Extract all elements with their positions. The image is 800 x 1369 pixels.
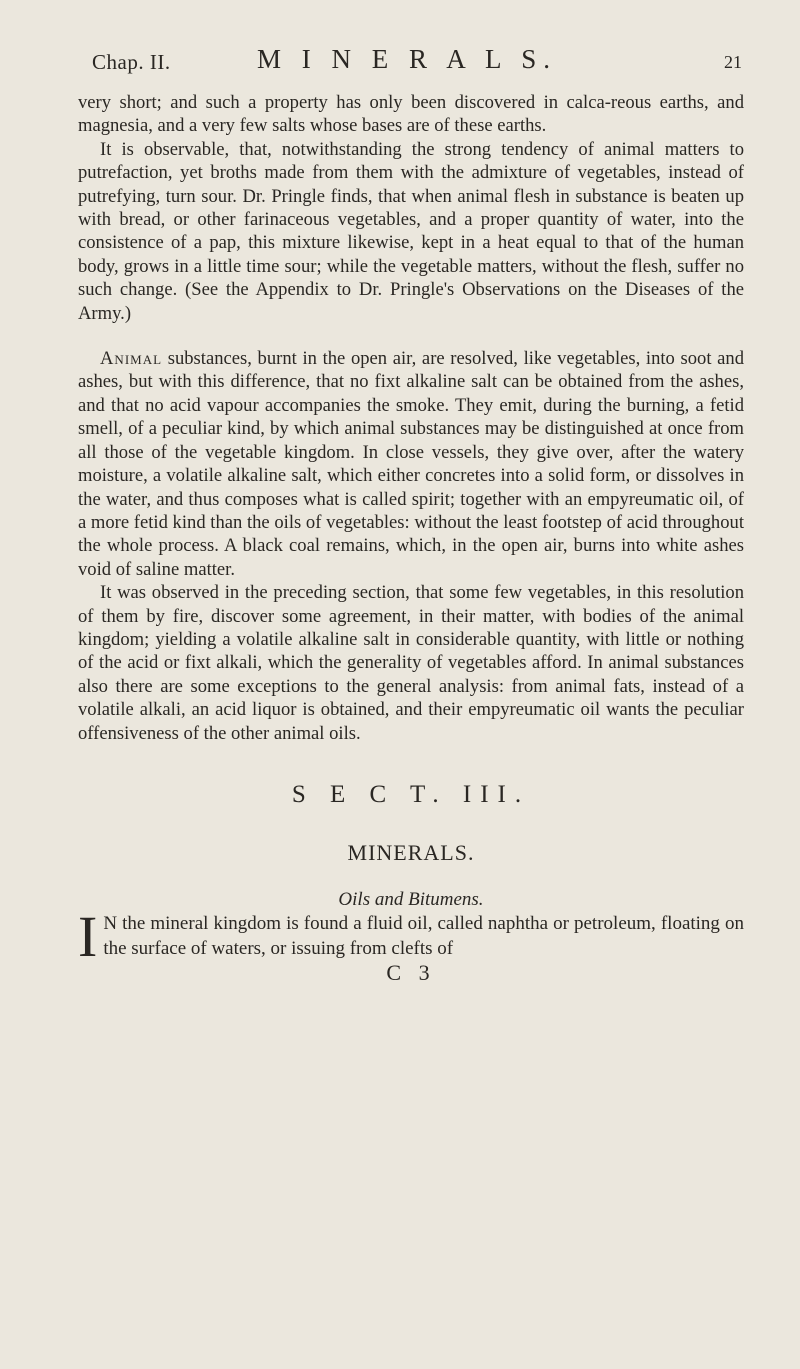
paragraph-exceptions: It was observed in the preceding section, that some few vegetables, in this resolution of them by fire, discover some agreement, in their matter, with bodies of the animal kingdom; yielding a volatile alkaline salt in considerable quantity, with little or nothing of the acid or fixt alkali, which the generality of vegetables afford. In animal substances also there are some exceptions to the general analysis: from animal fats, instead of a volatile alkali, an acid liquor is obtained, and their empyreumatic oil wants the peculiar offensiveness of the other animal oils. xyxy=(78,582,744,744)
running-title: M I N E R A L S. xyxy=(256,44,558,74)
paragraph-animal-substances xyxy=(78,347,744,581)
section-opening-text: N the mineral kingdom is found a fluid oil, called naphtha or petroleum, floating on the surface of waters, or issuing from clefts of xyxy=(103,913,744,960)
paragraph-lead-word: Animal xyxy=(100,348,163,370)
section-subtitle: Oils and Bitumens. xyxy=(338,888,484,910)
paragraph-broths: It is observable, that, notwithstanding the strong tendency of animal matters to putrefaction, yet broths made from them with the admixture of vegetables, instead of putrefying, turn sour. Dr. Pringle finds, that when animal flesh in substance is beaten up with bread, or other farinaceous vegetables, and a proper quantity of water, into the consistence of a pap, this mixture likewise, kept in a heat equal to that of the human body, grows in a little time sour; while the vegetable matters, without the flesh, suffer no such change. (See the Appendix to Dr. Pringle's Observations on the Diseases of the Army.) xyxy=(78,138,744,324)
running-header xyxy=(92,44,742,78)
section-label: S E C T. III. xyxy=(291,780,531,808)
page-body xyxy=(78,91,744,985)
section-title: MINERALS. xyxy=(347,840,475,866)
page-number: 21 xyxy=(724,52,742,72)
paragraph-animal-text: substances, burnt in the open air, are resolved, like vegetables, into soot and ashes, but with this difference, that no fixt alkaline salt can be obtained from the ashes, and that no acid vapour accompanies the smoke. They emit, during the burning, a fetid smell, of a peculiar kind, by which animal substances may be distinguished at once from all those of the vegetable kingdom. In close vessels, they give over, after the watery moisture, a volatile alkaline salt, which either concretes into a solid form, or dissolves in the water, and thus composes what is called spirit; together with an empyreumatic oil, of a more fetid kind than the oils of vegetables: without the least footstep of acid throughout the whole process. A black coal remains, which, in the open air, burns into white ashes void of saline matter. xyxy=(78,348,745,580)
signature-mark: C 3 xyxy=(386,960,436,986)
drop-cap: I xyxy=(78,904,98,970)
chapter-label: Chap. II. xyxy=(92,50,171,74)
paragraph-continuation: very short; and such a property has only been discovered in calca-reous earths, and magnesia, and a very few salts whose bases are of these earths. xyxy=(78,92,744,137)
section-opening-paragraph xyxy=(78,904,744,970)
